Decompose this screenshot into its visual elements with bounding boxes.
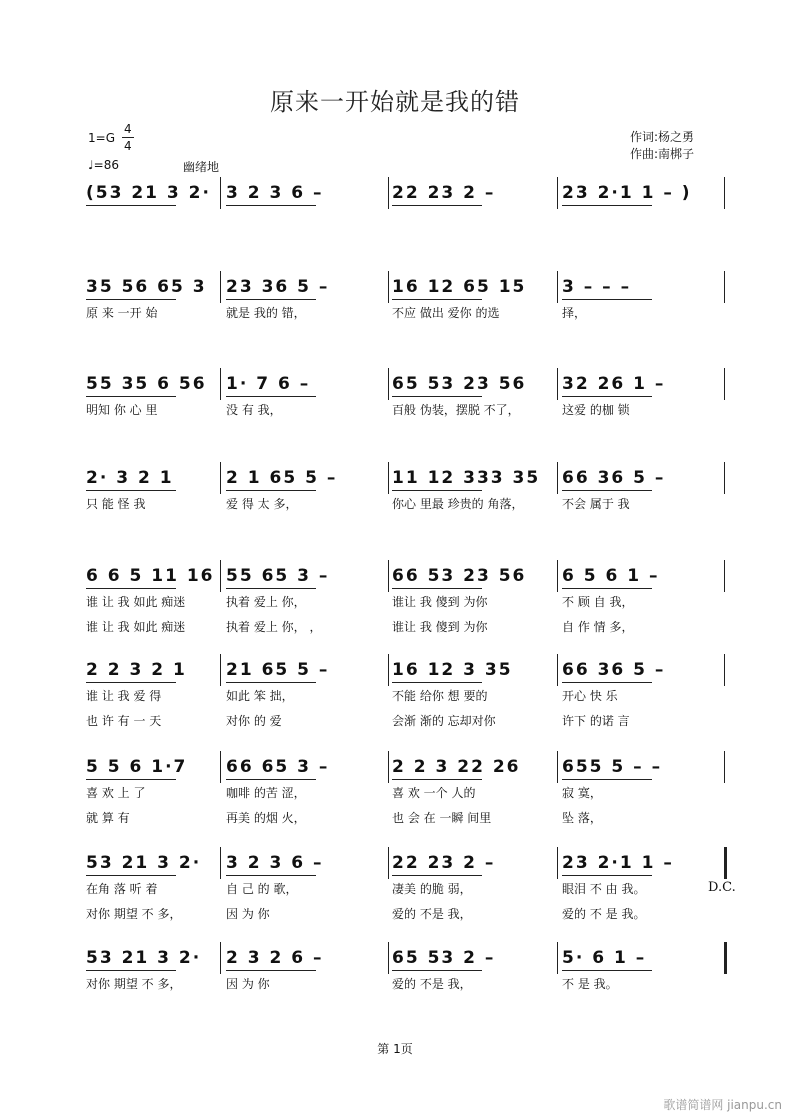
barline <box>388 654 389 686</box>
lyric-line-1: 谁 让 我 爱 得 <box>86 689 162 703</box>
measure-notes: 23 36 5 – <box>226 277 330 297</box>
barline <box>388 560 389 592</box>
beam-underline <box>392 875 482 876</box>
barline <box>388 942 389 974</box>
beam-underline <box>392 490 482 491</box>
measure-notes: 1· 7 6 – <box>226 374 311 394</box>
measure-notes: 16 12 3 35 <box>392 660 513 680</box>
beam-underline <box>226 396 316 397</box>
end-barline <box>724 654 725 686</box>
beam-underline <box>562 970 652 971</box>
beam-underline <box>562 682 652 683</box>
measure-notes: 3 – – – <box>562 277 632 297</box>
lyric-line-2: 谁 让 我 如此 痴迷 <box>86 620 186 634</box>
beam-underline <box>562 588 652 589</box>
beam-underline <box>562 875 652 876</box>
measure-notes: 65 53 2 – <box>392 948 496 968</box>
measure-notes: 2 2 3 22 26 <box>392 757 521 777</box>
measure-notes: 23 2·1 1 – <box>562 853 674 873</box>
measure-notes: 5· 6 1 – <box>562 948 647 968</box>
barline <box>220 177 221 209</box>
lyric-line-2: 对你 的 爱 <box>226 714 282 728</box>
barline <box>557 462 558 494</box>
measure-notes: (53 21 3 2· <box>86 183 211 203</box>
barline <box>557 751 558 783</box>
beam-underline <box>226 970 316 971</box>
measure-notes: 53 21 3 2· <box>86 948 202 968</box>
measure-notes: 5 5 6 1·7 <box>86 757 188 777</box>
lyric-line-2: 爱的 不是 我， <box>392 907 472 921</box>
lyric-line-1: 凄美 的脆 弱， <box>392 882 472 896</box>
barline <box>388 462 389 494</box>
lyric-line-1: 因 为 你 <box>226 977 270 991</box>
beam-underline <box>226 588 316 589</box>
lyric-line-1: 谁让 我 傻到 为你 <box>392 595 488 609</box>
lyric-line-2: 会渐 渐的 忘却对你 <box>392 714 496 728</box>
beam-underline <box>392 970 482 971</box>
tempo-marking: ♩=86 <box>88 158 119 172</box>
barline <box>557 847 558 879</box>
lyric-line-1: 不 是 我。 <box>562 977 618 991</box>
lyric-line-2: 因 为 你 <box>226 907 270 921</box>
lyric-line-1: 对你 期望 不 多， <box>86 977 182 991</box>
beam-underline <box>86 490 176 491</box>
lyric-line-1: 只 能 怪 我 <box>86 497 146 511</box>
barline <box>388 847 389 879</box>
measure-notes: 2 3 2 6 – <box>226 948 324 968</box>
barline <box>220 751 221 783</box>
measure-notes: 2 1 65 5 – <box>226 468 338 488</box>
end-barline <box>724 177 725 209</box>
time-signature-bottom: 4 <box>124 139 132 153</box>
measure-notes: 23 2·1 1 – ) <box>562 183 692 203</box>
measure-notes: 22 23 2 – <box>392 183 496 203</box>
lyric-line-1: 如此 笨 拙， <box>226 689 294 703</box>
measure-notes: 22 23 2 – <box>392 853 496 873</box>
measure-notes: 66 36 5 – <box>562 660 666 680</box>
end-barline <box>724 368 725 400</box>
lyric-line-1: 爱的 不是 我， <box>392 977 472 991</box>
beam-underline <box>392 779 482 780</box>
end-barline <box>724 942 727 974</box>
lyric-line-1: 开心 快 乐 <box>562 689 618 703</box>
lyric-line-1: 没 有 我， <box>226 403 282 417</box>
measure-notes: 66 53 23 56 <box>392 566 527 586</box>
measure-notes: 66 65 3 – <box>226 757 330 777</box>
beam-underline <box>86 588 176 589</box>
lyric-line-2: 对你 期望 不 多， <box>86 907 182 921</box>
beam-underline <box>226 490 316 491</box>
lyric-line-1: 爱 得 太 多， <box>226 497 298 511</box>
lyric-line-2: 谁让 我 傻到 为你 <box>392 620 488 634</box>
lyric-line-1: 眼泪 不 由 我。 <box>562 882 646 896</box>
barline <box>557 942 558 974</box>
lyric-line-1: 谁 让 我 如此 痴迷 <box>86 595 186 609</box>
measure-notes: 3 2 3 6 – <box>226 183 324 203</box>
lyricist: 作词:杨之勇 <box>630 130 695 144</box>
composer: 作曲:南梆子 <box>630 147 695 161</box>
lyric-line-1: 执着 爱上 你， <box>226 595 306 609</box>
lyric-line-1: 就是 我的 错， <box>226 306 306 320</box>
expression-marking: 幽绪地 <box>183 160 220 174</box>
measure-notes: 655 5 – – <box>562 757 663 777</box>
beam-underline <box>226 682 316 683</box>
measure-notes: 2· 3 2 1 <box>86 468 174 488</box>
barline <box>220 368 221 400</box>
lyric-line-1: 择， <box>562 306 587 320</box>
barline <box>220 462 221 494</box>
measure-notes: 21 65 5 – <box>226 660 330 680</box>
lyric-line-1: 这爱 的枷 锁 <box>562 403 630 417</box>
lyric-line-2: 执着 爱上 你， ， <box>226 620 322 634</box>
beam-underline <box>392 299 482 300</box>
lyric-line-2: 也 许 有 一 天 <box>86 714 162 728</box>
measure-notes: 2 2 3 2 1 <box>86 660 187 680</box>
beam-underline <box>86 299 176 300</box>
beam-underline <box>86 970 176 971</box>
barline <box>388 177 389 209</box>
lyric-line-1: 咖啡 的苦 涩， <box>226 786 306 800</box>
measure-notes: 55 35 6 56 <box>86 374 207 394</box>
dc-marking: D.C. <box>708 880 736 895</box>
barline <box>557 560 558 592</box>
lyric-line-1: 喜 欢 一个 人的 <box>392 786 476 800</box>
beam-underline <box>86 396 176 397</box>
end-barline <box>724 271 725 303</box>
barline <box>557 271 558 303</box>
lyric-line-1: 在角 落 听 着 <box>86 882 158 896</box>
barline <box>220 560 221 592</box>
lyric-line-2: 许下 的诺 言 <box>562 714 630 728</box>
song-title: 原来一开始就是我的错 <box>270 88 520 116</box>
watermark: 歌谱简谱网 jianpu.cn <box>663 1098 782 1112</box>
measure-notes: 16 12 65 15 <box>392 277 527 297</box>
lyric-line-1: 不应 做出 爱你 的选 <box>392 306 500 320</box>
measure-notes: 3 2 3 6 – <box>226 853 324 873</box>
beam-underline <box>562 490 652 491</box>
beam-underline <box>562 299 652 300</box>
end-barline <box>724 462 725 494</box>
measure-notes: 65 53 23 56 <box>392 374 527 394</box>
beam-underline <box>86 682 176 683</box>
beam-underline <box>562 779 652 780</box>
lyric-line-1: 明知 你 心 里 <box>86 403 158 417</box>
barline <box>388 368 389 400</box>
lyric-line-2: 自 作 情 多， <box>562 620 634 634</box>
lyric-line-2: 就 算 有 <box>86 811 130 825</box>
measure-notes: 66 36 5 – <box>562 468 666 488</box>
beam-underline <box>562 205 652 206</box>
barline <box>557 177 558 209</box>
lyric-line-1: 不会 属于 我 <box>562 497 630 511</box>
lyric-line-1: 百般 伪装，摆脱 不了， <box>392 403 520 417</box>
beam-underline <box>226 875 316 876</box>
barline <box>388 271 389 303</box>
beam-underline <box>86 875 176 876</box>
measure-notes: 11 12 333 35 <box>392 468 541 488</box>
beam-underline <box>86 779 176 780</box>
measure-notes: 32 26 1 – <box>562 374 666 394</box>
beam-underline <box>226 779 316 780</box>
time-signature-divider <box>122 137 134 138</box>
end-barline <box>724 560 725 592</box>
lyric-line-1: 不 顾 自 我， <box>562 595 634 609</box>
end-barline <box>724 751 725 783</box>
beam-underline <box>392 588 482 589</box>
lyric-line-1: 自 己 的 歌， <box>226 882 298 896</box>
lyric-line-1: 原 来 一开 始 <box>86 306 158 320</box>
measure-notes: 53 21 3 2· <box>86 853 202 873</box>
lyric-line-2: 爱的 不 是 我。 <box>562 907 646 921</box>
lyric-line-1: 寂 寞， <box>562 786 602 800</box>
measure-notes: 35 56 65 3 <box>86 277 207 297</box>
beam-underline <box>226 299 316 300</box>
barline <box>220 942 221 974</box>
end-barline <box>724 847 727 879</box>
beam-underline <box>392 682 482 683</box>
time-signature-top: 4 <box>124 122 132 136</box>
lyric-line-1: 喜 欢 上 了 <box>86 786 146 800</box>
barline <box>220 271 221 303</box>
lyric-line-2: 坠 落， <box>562 811 602 825</box>
key-signature: 1=G <box>88 131 115 145</box>
measure-notes: 6 5 6 1 – <box>562 566 660 586</box>
measure-notes: 6 6 5 11 16 <box>86 566 215 586</box>
lyric-line-2: 再美 的烟 火， <box>226 811 306 825</box>
barline <box>220 654 221 686</box>
page-number: 第 1页 <box>377 1042 413 1056</box>
lyric-line-1: 不能 给你 想 要的 <box>392 689 488 703</box>
lyric-line-2: 也 会 在 一瞬 间里 <box>392 811 492 825</box>
lyric-line-1: 你心 里最 珍贵的 角落， <box>392 497 524 511</box>
beam-underline <box>86 205 176 206</box>
measure-notes: 55 65 3 – <box>226 566 330 586</box>
beam-underline <box>392 205 482 206</box>
barline <box>388 751 389 783</box>
barline <box>220 847 221 879</box>
barline <box>557 654 558 686</box>
barline <box>557 368 558 400</box>
beam-underline <box>226 205 316 206</box>
beam-underline <box>562 396 652 397</box>
beam-underline <box>392 396 482 397</box>
